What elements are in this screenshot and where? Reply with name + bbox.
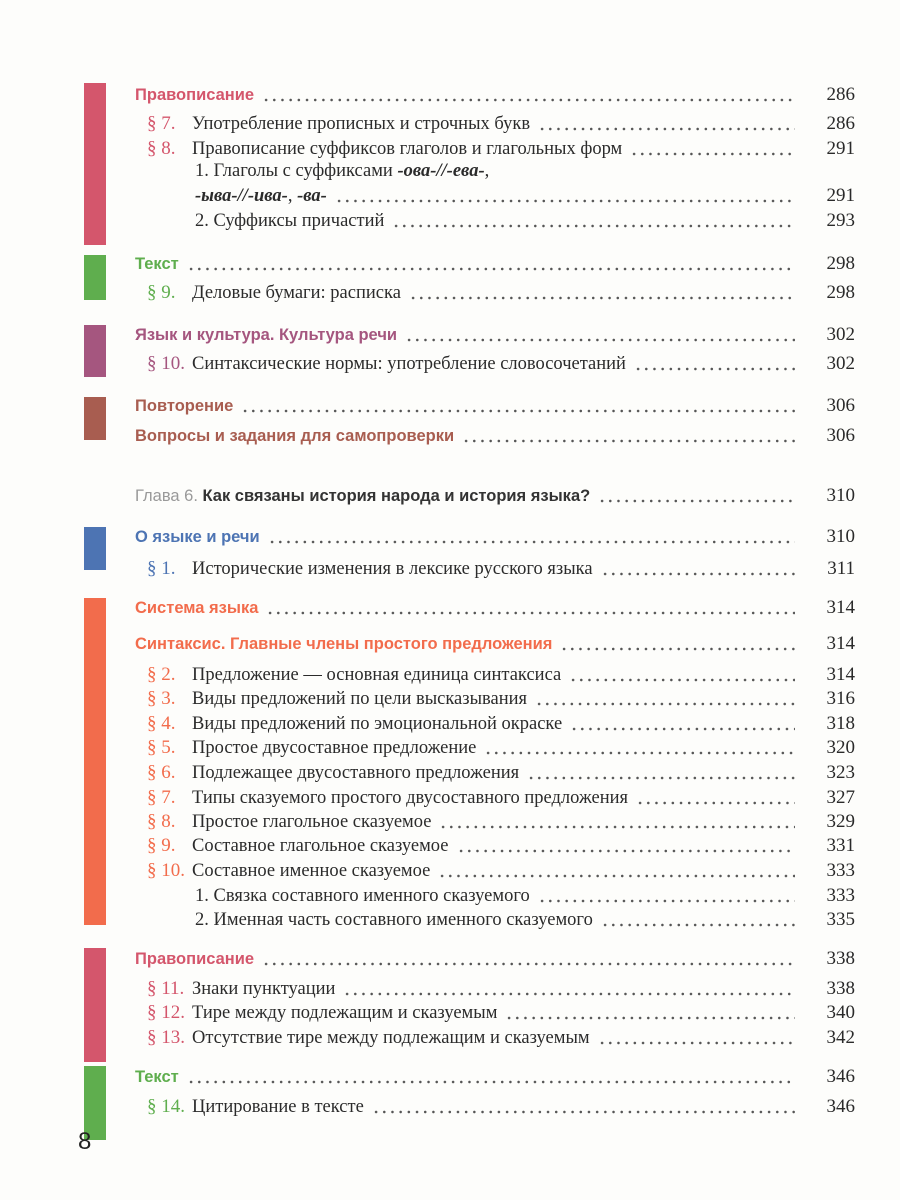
paragraph-number: § 5.: [147, 737, 176, 758]
entry-title: Знаки пунктуации: [192, 979, 336, 999]
paragraph-number: § 3.: [147, 688, 176, 709]
page-ref: 333: [826, 860, 855, 881]
entry-title: Употребление прописных и строчных букв: [192, 114, 531, 134]
toc-entry[interactable]: [0, 1066, 900, 1090]
toc-entry[interactable]: [0, 688, 900, 712]
subentry-title: 2. Суффиксы причастий: [195, 211, 385, 231]
dot-leader: [527, 770, 795, 780]
toc-entry[interactable]: [0, 84, 900, 108]
page-ref: 298: [826, 282, 855, 303]
entry-title: Отсутствие тире между подлежащим и сказуемым: [192, 1028, 590, 1048]
dot-leader: [601, 917, 795, 927]
dot-leader: [457, 843, 796, 853]
dot-leader: [636, 795, 795, 805]
subentry-title: 1. Глаголы с суффиксами -ова-//-ева-,: [195, 161, 490, 181]
section-heading: Система языка: [135, 599, 259, 617]
toc-entry[interactable]: [0, 113, 900, 137]
page-number: 8: [78, 1128, 92, 1155]
page-ref: 314: [826, 633, 855, 654]
page-ref: 329: [826, 811, 855, 832]
page-ref: 314: [826, 597, 855, 618]
chapter-label: Глава 6.: [135, 487, 203, 505]
page-ref: 316: [826, 688, 855, 709]
toc-entry[interactable]: [0, 1027, 900, 1051]
paragraph-number: § 14.: [147, 1096, 185, 1117]
chapter-title: [135, 487, 590, 506]
page-ref: 291: [826, 185, 855, 206]
suffix-text: -ва-: [297, 186, 327, 206]
dot-leader: [598, 1035, 795, 1045]
toc-entry[interactable]: [0, 762, 900, 786]
toc-entry[interactable]: [0, 597, 900, 621]
entry-title: Составное глагольное сказуемое: [192, 836, 449, 856]
dot-leader: [570, 721, 795, 731]
paragraph-number: § 11.: [147, 978, 185, 999]
section-heading: Правописание: [135, 86, 255, 104]
page-ref: 342: [826, 1027, 855, 1048]
dot-leader: [335, 193, 795, 203]
page-ref: 298: [826, 253, 855, 274]
dot-leader: [484, 745, 795, 755]
toc-entry[interactable]: [0, 210, 900, 234]
dot-leader: [343, 986, 795, 996]
page-ref: 310: [826, 526, 855, 547]
paragraph-number: § 10.: [147, 860, 185, 881]
page-ref: 346: [826, 1066, 855, 1087]
dot-leader: [569, 672, 795, 682]
toc-entry[interactable]: [0, 885, 900, 909]
subentry-title: 1. Связка составного именного сказуемого: [195, 886, 530, 906]
entry-title: Виды предложений по эмоциональной окраске: [192, 714, 563, 734]
paragraph-number: § 10.: [147, 353, 185, 374]
dot-leader: [241, 403, 795, 413]
dot-leader: [560, 641, 795, 651]
dot-leader: [505, 1010, 795, 1020]
dot-leader: [409, 290, 795, 300]
page-ref: 320: [826, 737, 855, 758]
page-ref: 302: [826, 353, 855, 374]
page-ref: 338: [826, 978, 855, 999]
dot-leader: [392, 218, 795, 228]
dot-leader: [634, 361, 795, 371]
dot-leader: [439, 819, 795, 829]
page-ref: 311: [827, 558, 855, 579]
page-ref: 291: [826, 138, 855, 159]
subentry-title: 2. Именная часть составного именного сказуемого: [195, 910, 593, 930]
toc-entry[interactable]: [0, 185, 900, 209]
entry-title: Исторические изменения в лексике русского языка: [192, 559, 593, 579]
toc-entry[interactable]: [0, 713, 900, 737]
section-heading: Язык и культура. Культура речи: [135, 326, 398, 344]
page-ref: 310: [826, 485, 855, 506]
subentry-title: [195, 186, 327, 207]
toc-entry[interactable]: [0, 161, 900, 185]
page-ref: 306: [826, 425, 855, 446]
paragraph-number: § 12.: [147, 1002, 185, 1023]
dot-leader: [266, 605, 795, 615]
paragraph-number: § 9.: [147, 282, 176, 303]
dot-leader: [262, 956, 795, 966]
section-heading: Текст: [135, 255, 179, 273]
entry-title: Тире между подлежащим и сказуемым: [192, 1003, 498, 1023]
section-heading: Вопросы и задания для самопроверки: [135, 427, 455, 445]
entry-title: Синтаксические нормы: употребление словосочетаний: [192, 354, 626, 374]
toc-entry[interactable]: [0, 909, 900, 933]
page-ref: 306: [826, 395, 855, 416]
toc-entry[interactable]: [0, 395, 900, 419]
paragraph-number: § 8.: [147, 811, 176, 832]
toc-entry[interactable]: [0, 737, 900, 761]
toc-entry[interactable]: [0, 860, 900, 884]
suffix-text: -ова-//-ева-: [397, 161, 485, 181]
section-heading: О языке и речи: [135, 528, 260, 546]
entry-title: Цитирование в тексте: [192, 1097, 364, 1117]
toc-entry[interactable]: [0, 787, 900, 811]
entry-title: Простое двусоставное предложение: [192, 738, 477, 758]
dot-leader: [187, 261, 795, 271]
page-ref: 327: [826, 787, 855, 808]
toc-entry[interactable]: [0, 282, 900, 306]
paragraph-number: § 2.: [147, 664, 176, 685]
dot-leader: [538, 893, 795, 903]
page-ref: 331: [826, 835, 855, 856]
page-ref: 346: [826, 1096, 855, 1117]
page-ref: 286: [826, 84, 855, 105]
toc-entry[interactable]: [0, 811, 900, 835]
toc-entry[interactable]: [0, 526, 900, 550]
toc-entry[interactable]: [0, 1096, 900, 1120]
entry-title: Простое глагольное сказуемое: [192, 812, 432, 832]
toc-entry[interactable]: [0, 253, 900, 277]
dot-leader: [598, 493, 795, 503]
paragraph-number: § 8.: [147, 138, 176, 159]
toc-entry[interactable]: [0, 485, 900, 509]
paragraph-number: § 7.: [147, 113, 176, 134]
page-ref: 302: [826, 324, 855, 345]
toc-entry[interactable]: [0, 324, 900, 348]
page-ref: 333: [826, 885, 855, 906]
toc-entry[interactable]: [0, 425, 900, 449]
punctuation: ,: [287, 186, 298, 206]
dot-leader: [372, 1104, 795, 1114]
paragraph-number: § 4.: [147, 713, 176, 734]
page-ref: 323: [826, 762, 855, 783]
dot-leader: [538, 121, 795, 131]
dot-leader: [262, 92, 795, 102]
paragraph-number: § 7.: [147, 787, 176, 808]
entry-title: Составное именное сказуемое: [192, 861, 431, 881]
toc-entry[interactable]: [0, 138, 900, 162]
section-heading: Текст: [135, 1068, 179, 1086]
section-heading: Синтаксис. Главные члены простого предложения: [135, 635, 553, 653]
toc-entry[interactable]: [0, 558, 900, 582]
paragraph-number: § 1.: [147, 558, 176, 579]
toc-entry[interactable]: [0, 664, 900, 688]
chapter-name: Как связаны история народа и история языка?: [202, 487, 591, 505]
entry-title: Деловые бумаги: расписка: [192, 283, 401, 303]
entry-title: Виды предложений по цели высказывания: [192, 689, 528, 709]
toc-entry[interactable]: [0, 353, 900, 377]
entry-title: Правописание суффиксов глаголов и глагольных форм: [192, 139, 623, 159]
page-ref: 293: [826, 210, 855, 231]
toc-entry[interactable]: [0, 1002, 900, 1026]
entry-title: Типы сказуемого простого двусоставного предложения: [192, 788, 629, 808]
toc-entry[interactable]: [0, 978, 900, 1002]
entry-title: Предложение — основная единица синтаксиса: [192, 665, 562, 685]
dot-leader: [405, 332, 795, 342]
dot-leader: [462, 433, 795, 443]
paragraph-number: § 9.: [147, 835, 176, 856]
toc-entry[interactable]: [0, 633, 900, 657]
paragraph-number: § 6.: [147, 762, 176, 783]
page-ref: 340: [826, 1002, 855, 1023]
dot-leader: [601, 566, 795, 576]
toc-entry[interactable]: [0, 835, 900, 859]
section-heading: Правописание: [135, 950, 255, 968]
dot-leader: [630, 146, 795, 156]
toc-entry[interactable]: [0, 948, 900, 972]
punctuation: ,: [484, 161, 490, 181]
dot-leader: [187, 1074, 795, 1084]
page-ref: 314: [826, 664, 855, 685]
dot-leader: [438, 868, 795, 878]
section-heading: Повторение: [135, 397, 234, 415]
suffix-text: -ыва-//-ива-: [195, 186, 288, 206]
page-ref: 318: [826, 713, 855, 734]
page-ref: 286: [826, 113, 855, 134]
dot-leader: [535, 696, 795, 706]
page-ref: 335: [826, 909, 855, 930]
paragraph-number: § 13.: [147, 1027, 185, 1048]
entry-title: Подлежащее двусоставного предложения: [192, 763, 520, 783]
dot-leader: [268, 534, 795, 544]
page-ref: 338: [826, 948, 855, 969]
